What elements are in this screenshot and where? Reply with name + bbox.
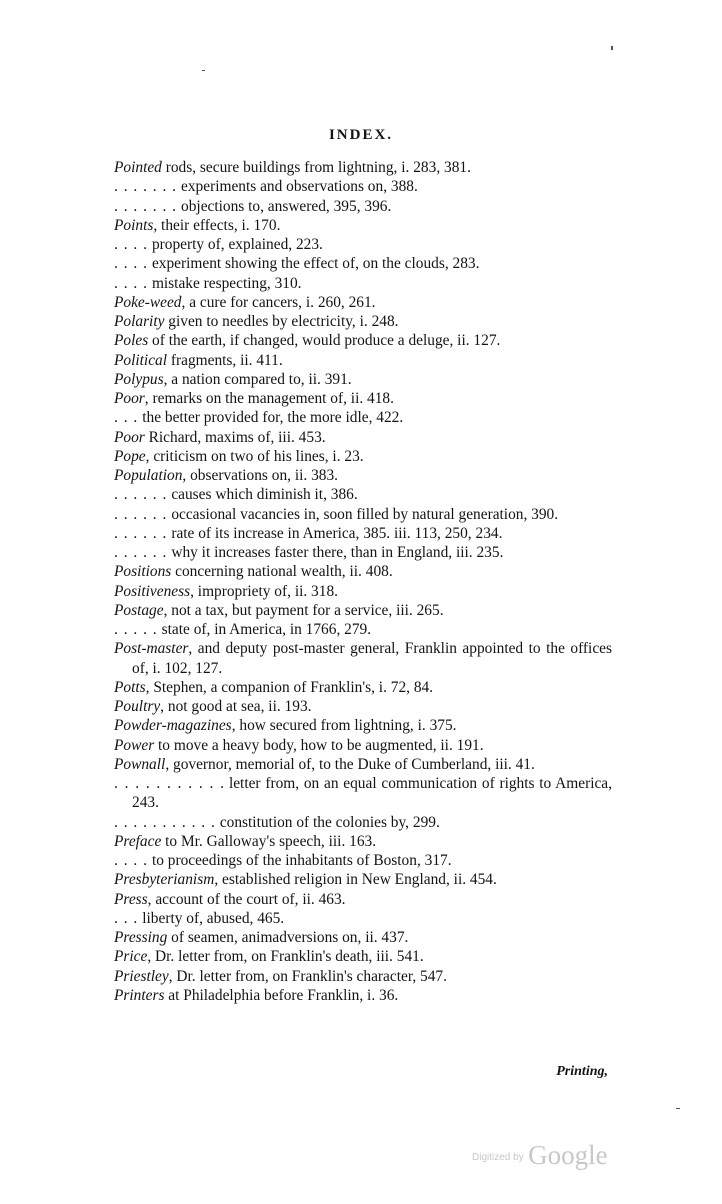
ditto-leader: . . . . . . [114,544,168,561]
entry-term: Poke-weed [114,293,182,311]
index-entry [114,197,612,216]
entry-term: Political [114,351,168,369]
entry-text: , remarks on the management of, ii. 418. [144,390,394,407]
entry-text: experiment showing the effect of, on the clouds, 283. [151,255,480,273]
entry-term: Powder-magazines [114,717,232,735]
index-entry [114,312,612,331]
entry-term: Press [114,890,148,908]
index-entry [114,370,612,389]
entry-text: , observations on, ii. 383. [182,467,339,484]
entry-text: , Dr. letter from, on Franklin's death, iii. 541. [147,948,424,966]
entry-text: of seamen, animadversions on, ii. 437. [167,929,409,946]
index-entry [114,293,612,312]
index-entry [114,851,612,870]
ditto-leader: . . . . . [114,621,158,638]
index-entry [114,601,612,620]
entry-text: , governor, memorial of, to the Duke of Cumberland, iii. 41. [165,755,535,773]
entry-text: at Philadelphia before Franklin, i. 36. [164,986,399,1004]
entry-text: , and deputy post-master general, Franklin appointed to the offices of, i. 102, 127. [132,640,612,677]
entry-term: Poultry [114,698,161,715]
entry-text: , a nation compared to, ii. 391. [163,370,352,388]
index-entry [114,351,612,370]
entry-text: mistake respecting, 310. [151,274,302,292]
entry-text: property of, explained, 223. [151,236,323,253]
index-entry [114,967,612,986]
index-entry [114,505,612,524]
ditto-leader: . . . . [114,274,148,292]
ditto-leader: . . . . [114,852,148,869]
entry-text: causes which diminish it, 386. [171,486,358,504]
index-entry [114,582,612,601]
entry-text: the better provided for, the more idle, 422. [142,409,404,427]
index-entry [114,235,612,254]
index-entry [114,331,612,350]
ditto-leader: . . . . [114,255,148,273]
ditto-leader: . . . . . . [114,505,168,523]
ditto-leader: . . . [114,909,139,927]
index-entry [114,639,612,678]
index-entries [114,158,612,1005]
entry-text: letter from, on an equal communication of rights to America, 243. [132,775,612,812]
entry-text: , how secured from lightning, i. 375. [231,717,457,735]
entry-text: to move a heavy body, how to be augmented, ii. 191. [154,736,484,754]
entry-term: Pownall [114,755,166,773]
ditto-leader: . . . . . . . . . . . [114,813,216,831]
entry-text: given to needles by electricity, i. 248. [164,313,399,330]
index-entry [114,216,612,235]
index-entry [114,890,612,909]
entry-term: Pope [114,447,146,465]
index-entry [114,543,612,562]
entry-text: , criticism on two of his lines, i. 23. [145,447,364,465]
entry-term: Pressing [114,929,168,946]
index-entry [114,928,612,947]
ditto-leader: . . . . . . [114,486,168,504]
page-heading: INDEX. [328,127,394,143]
entry-term: Positiveness [114,582,191,600]
entry-term: Poor [114,428,145,446]
entry-text: of the earth, if changed, would produce a deluge, ii. 127. [148,332,501,350]
index-entry [114,870,612,889]
entry-text: , Dr. letter from, on Franklin's character, 547. [168,967,447,985]
entry-text: occasional vacancies in, soon filled by natural generation, 390. [171,505,559,523]
entry-text: , impropriety of, ii. 318. [190,582,338,600]
index-entry [114,389,612,408]
index-entry [114,274,612,293]
index-entry [114,697,612,716]
entry-term: Points [114,216,154,234]
entry-text: fragments, ii. 411. [167,351,283,369]
watermark-prefix: Digitized by [472,1152,524,1163]
entry-term: Post-master [114,640,189,658]
index-entry [114,428,612,447]
entry-text: , Stephen, a companion of Franklin's, i. 72, 84. [145,678,434,696]
ditto-leader: . . . . . . . [114,178,178,196]
index-entry [114,678,612,697]
entry-text: , a cure for cancers, i. 260, 261. [181,293,376,311]
index-entry [114,485,612,504]
index-entry [114,909,612,928]
entry-text: rods, secure buildings from lightning, i. 283, 381. [161,159,471,176]
index-entry [114,986,612,1005]
ditto-leader: . . . . . . . . . . . [114,775,225,792]
index-entry [114,813,612,832]
entry-text: constitution of the colonies by, 299. [219,813,440,831]
entry-text: state of, in America, in 1766, 279. [161,621,372,638]
index-entry [114,832,612,851]
index-entry [114,408,612,427]
entry-term: Potts [114,678,146,696]
entry-text: , not good at sea, ii. 193. [160,698,312,715]
entry-term: Poles [114,332,149,350]
ditto-leader: . . . . . . . [114,197,178,215]
entry-text: concerning national wealth, ii. 408. [171,563,393,581]
index-entry [114,774,612,813]
entry-text: , established religion in New England, ii. 454. [214,871,497,889]
ink-speck [676,1108,680,1109]
ditto-leader: . . . [114,409,139,427]
ink-speck [202,70,205,71]
entry-text: , their effects, i. 170. [153,216,281,234]
entry-text: , not a tax, but payment for a service, iii. 265. [163,601,444,619]
entry-text: experiments and observations on, 388. [181,178,418,196]
watermark-brand: Google [528,1140,608,1170]
ditto-leader: . . . . [114,236,148,253]
entry-term: Poor [114,390,145,407]
index-entry [114,524,612,543]
entry-term: Presbyterianism [114,871,215,889]
entry-text: liberty of, abused, 465. [142,909,285,927]
entry-term: Polarity [114,313,165,330]
ditto-leader: . . . . . . [114,524,168,542]
entry-term: Power [114,736,155,754]
entry-text: , account of the court of, ii. 463. [147,890,346,908]
entry-term: Printers [114,986,165,1004]
index-entry [114,447,612,466]
index-entry [114,177,612,196]
ink-speck [611,46,613,50]
index-entry [114,620,612,639]
catchword: Printing, [556,1064,608,1079]
digitization-watermark [472,1140,608,1171]
entry-text: Richard, maxims of, iii. 453. [144,428,326,446]
entry-text: why it increases faster there, than in England, iii. 235. [171,544,504,561]
index-entry [114,755,612,774]
entry-term: Positions [114,563,172,581]
entry-text: rate of its increase in America, 385. iii. 113, 250, 234. [171,524,503,542]
index-entry [114,158,612,177]
entry-term: Preface [114,832,162,850]
index-entry [114,736,612,755]
entry-term: Pointed [114,159,162,176]
entry-text: to Mr. Galloway's speech, iii. 163. [161,832,377,850]
entry-term: Price [114,948,148,966]
entry-text: to proceedings of the inhabitants of Boston, 317. [151,852,452,869]
entry-term: Polypus [114,370,164,388]
index-entry [114,716,612,735]
index-entry [114,254,612,273]
index-entry [114,947,612,966]
entry-term: Population [114,467,183,484]
index-entry [114,466,612,485]
entry-term: Postage [114,601,164,619]
entry-text: objections to, answered, 395, 396. [181,197,392,215]
index-entry [114,562,612,581]
entry-term: Priestley [114,967,169,985]
